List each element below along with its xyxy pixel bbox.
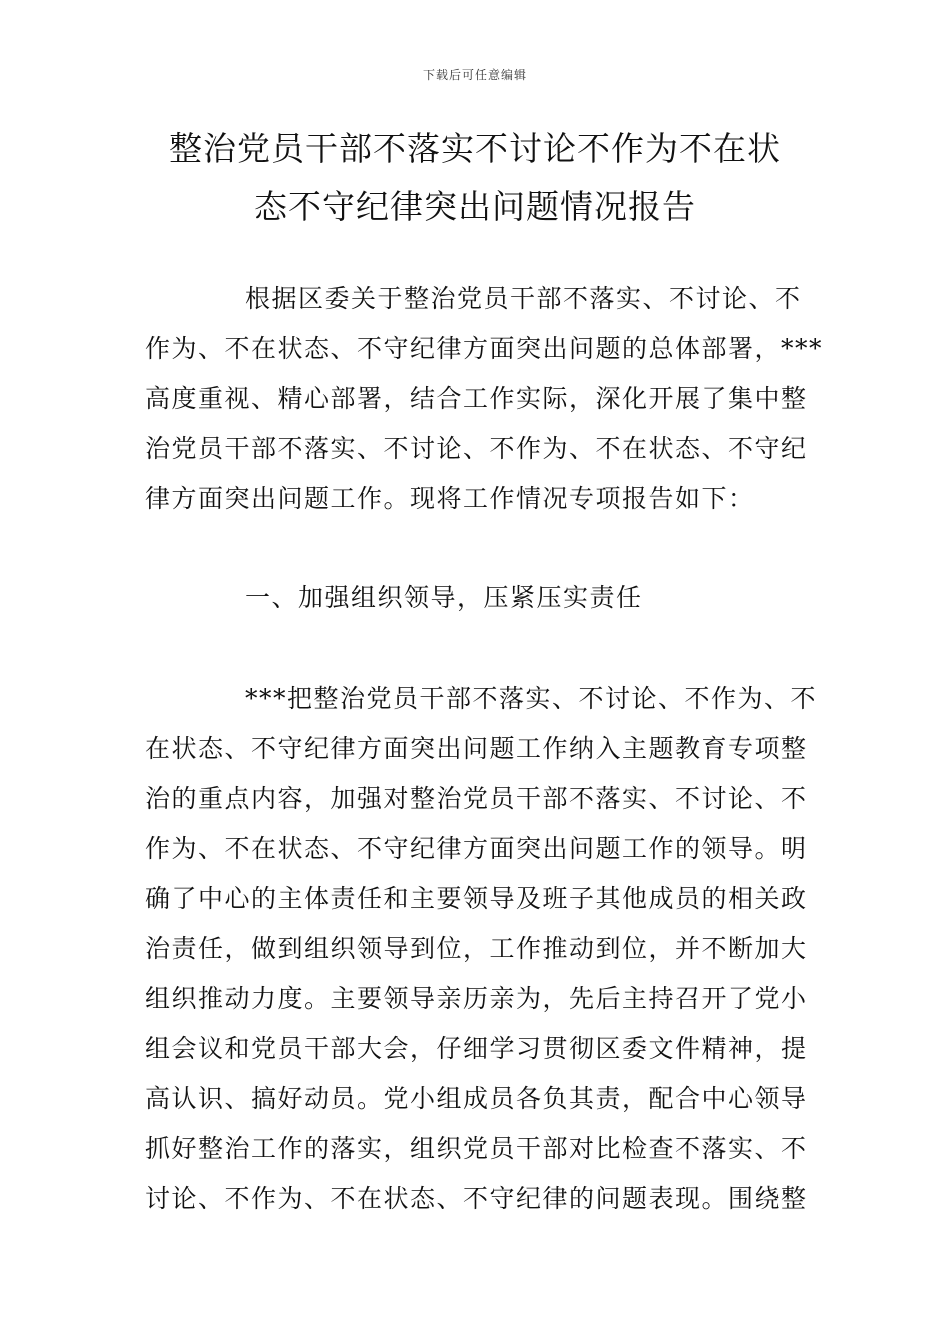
paragraph-line: 治党员干部不落实、不讨论、不作为、不在状态、不守纪 xyxy=(145,434,808,463)
section-heading xyxy=(145,573,807,623)
paragraph-line: 作为、不在状态、不守纪律方面突出问题的总体部署，*** xyxy=(145,334,824,363)
paragraph-section1 xyxy=(145,674,818,1224)
paragraph-line: 作为、不在状态、不守纪律方面突出问题工作的领导。明 xyxy=(145,834,808,863)
paragraph-line: ***把整治党员干部不落实、不讨论、不作为、不 xyxy=(245,684,818,713)
paragraph-line: 讨论、不作为、不在状态、不守纪律的问题表现。围绕整 xyxy=(145,1184,808,1213)
paragraph-line: 高度重视、精心部署，结合工作实际，深化开展了集中整 xyxy=(145,384,808,413)
paragraph-line: 高认识、搞好动员。党小组成员各负其责，配合中心领导 xyxy=(145,1084,808,1113)
title-line: 态不守纪律突出问题情况报告 xyxy=(254,187,696,226)
paragraph-intro xyxy=(145,274,824,524)
section-heading-text: 一、加强组织领导，压紧压实责任 xyxy=(245,583,643,612)
paragraph-line: 在状态、不守纪律方面突出问题工作纳入主题教育专项整 xyxy=(145,734,808,763)
paragraph-line: 根据区委关于整治党员干部不落实、不讨论、不 xyxy=(245,284,802,313)
paragraph-line: 组会议和党员干部大会，仔细学习贯彻区委文件精神，提 xyxy=(145,1034,808,1063)
paragraph-line: 确了中心的主体责任和主要领导及班子其他成员的相关政 xyxy=(145,884,808,913)
paragraph-line: 治的重点内容，加强对整治党员干部不落实、不讨论、不 xyxy=(145,784,808,813)
paragraph-line: 抓好整治工作的落实，组织党员干部对比检查不落实、不 xyxy=(145,1134,808,1163)
title-line: 整治党员干部不落实不讨论不作为不在状 xyxy=(169,129,781,168)
paragraph-line: 治责任，做到组织领导到位，工作推动到位，并不断加大 xyxy=(145,934,808,963)
paragraph-line: 律方面突出问题工作。现将工作情况专项报告如下： xyxy=(145,484,755,513)
header-note: 下载后可任意编辑 xyxy=(422,68,527,82)
document-title xyxy=(145,120,805,236)
paragraph-line: 组织推动力度。主要领导亲历亲为，先后主持召开了党小 xyxy=(145,984,808,1013)
